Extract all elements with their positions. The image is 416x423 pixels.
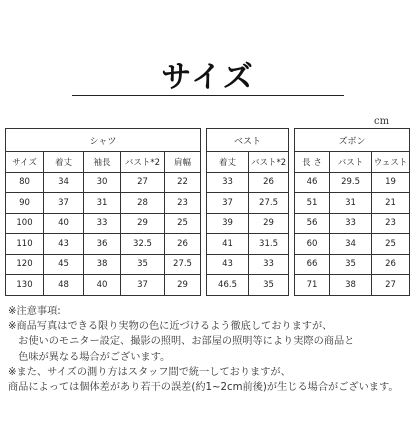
measurement-cell: 38 [330,275,372,296]
column-header: バスト*2 [121,152,165,173]
measurement-cell: 43 [44,234,84,255]
group-pants: ズボン [295,129,410,152]
measurement-cell: 35 [249,275,289,296]
measurement-cell: 71 [295,275,330,296]
size-cell: 110 [6,234,44,255]
measurement-cell: 23 [165,193,201,214]
measurement-cell: 27 [121,172,165,193]
column-header: 長 さ [295,152,330,173]
measurement-cell: 26 [372,254,410,275]
measurement-cell: 51 [295,193,330,214]
column-header: ウェスト [372,152,410,173]
column-header-row [6,152,410,173]
measurement-cell: 27 [372,275,410,296]
measurement-cell: 46.5 [207,275,249,296]
column-header: 袖長 [84,152,121,173]
measurement-cell: 29 [121,213,165,234]
size-cell: 130 [6,275,44,296]
size-table [5,128,410,296]
measurement-cell: 27.5 [249,193,289,214]
measurement-cell: 33 [84,213,121,234]
column-header: バスト [330,152,372,173]
measurement-cell: 28 [121,193,165,214]
group-shirt: シャツ [6,129,201,152]
measurement-cell: 34 [44,172,84,193]
measurement-cell: 25 [372,234,410,255]
measurement-cell: 29.5 [330,172,372,193]
note-line: お使いのモニター設定、撮影の照明、お部屋の照明等により実際の商品と [8,336,355,348]
measurement-cell: 43 [207,254,249,275]
note-heading: ※注意事項: [8,306,61,317]
size-cell: 100 [6,213,44,234]
note-line: ※商品写真はできる限り実物の色に近づけるよう徹底しておりますが、 [8,321,333,333]
measurement-cell: 45 [44,254,84,275]
measurement-cell: 31.5 [249,234,289,255]
page-title: サイズ [161,60,255,95]
measurement-cell: 37 [44,193,84,214]
measurement-cell: 19 [372,172,410,193]
measurement-cell: 60 [295,234,330,255]
table-row [6,275,410,296]
measurement-cell: 29 [165,275,201,296]
measurement-cell: 23 [372,213,410,234]
column-header: 肩幅 [165,152,201,173]
measurement-cell: 31 [84,193,121,214]
measurement-cell: 40 [84,275,121,296]
measurement-cell: 41 [207,234,249,255]
size-cell: 120 [6,254,44,275]
group-vest: ベスト [207,129,289,152]
measurement-cell: 66 [295,254,330,275]
measurement-cell: 33 [330,213,372,234]
measurement-cell: 48 [44,275,84,296]
table-row [6,234,410,255]
measurement-cell: 35 [330,254,372,275]
measurement-cell: 56 [295,213,330,234]
measurement-cell: 26 [165,234,201,255]
column-header: 着丈 [207,152,249,173]
table-row [6,213,410,234]
measurement-cell: 30 [84,172,121,193]
measurement-cell: 33 [249,254,289,275]
measurement-cell: 26 [249,172,289,193]
note-line: ※また、サイズの測り方はスタッフ間で統一しておりますが、 [8,366,291,378]
measurement-cell: 34 [330,234,372,255]
unit-label: cm [374,116,390,127]
size-table-body [6,172,410,295]
measurement-cell: 29 [249,213,289,234]
measurement-cell: 25 [165,213,201,234]
size-cell: 80 [6,172,44,193]
measurement-cell: 40 [44,213,84,234]
measurement-cell: 37 [207,193,249,214]
column-header: バスト*2 [249,152,289,173]
measurement-cell: 32.5 [121,234,165,255]
measurement-cell: 22 [165,172,201,193]
measurement-cell: 37 [121,275,165,296]
measurement-cell: 39 [207,213,249,234]
notes-section [8,304,412,395]
column-header: サイズ [6,152,44,173]
measurement-cell: 46 [295,172,330,193]
title-underline [72,95,344,96]
table-row [6,193,410,214]
measurement-cell: 31 [330,193,372,214]
measurement-cell: 21 [372,193,410,214]
measurement-cell: 36 [84,234,121,255]
measurement-cell: 35 [121,254,165,275]
group-header-row [6,129,410,152]
note-line: 色味が異なる場合がございます。 [8,351,171,363]
table-row [6,254,410,275]
table-row [6,172,410,193]
measurement-cell: 38 [84,254,121,275]
note-line: 商品によっては個体差があり若干の誤差(約1~2cm前後)が生じる場合がございます。 [8,382,399,394]
column-header: 着丈 [44,152,84,173]
size-cell: 90 [6,193,44,214]
measurement-cell: 33 [207,172,249,193]
measurement-cell: 27.5 [165,254,201,275]
